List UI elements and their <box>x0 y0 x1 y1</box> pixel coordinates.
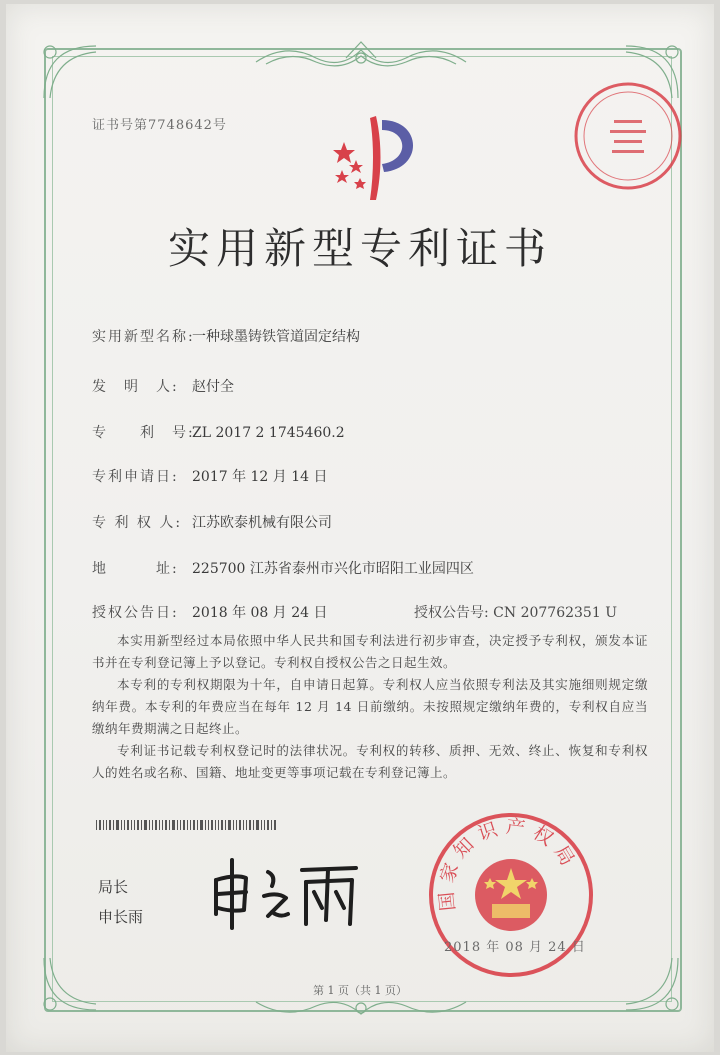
application-date-label: 专利申请日: <box>92 469 179 485</box>
grant-date-value: 2018 年 08 月 24 日 <box>192 605 328 621</box>
paragraph-grant: 本实用新型经过本局依照中华人民共和国专利法进行初步审查，决定授予专利权，颁发本证书并在专利登记簿上予以登记。专利权自授权公告之日起生效。 <box>92 633 648 670</box>
utility-model-name-value: 一种球墨铸铁管道固定结构 <box>192 329 360 345</box>
page-number: 第 1 页（共 1 页） <box>313 984 407 997</box>
grant-number-row <box>414 602 617 622</box>
certificate-title: 实用新型专利证书 <box>167 224 552 273</box>
grant-date-label: 授权公告日: <box>92 605 179 621</box>
inventor-value: 赵付全 <box>192 379 234 395</box>
patent-number-label: 专 利 号: <box>92 425 195 441</box>
paragraph-legal-status: 专利证书记载专利权登记时的法律状况。专利权的转移、质押、无效、终止、恢复和专利权人的姓名或名称、国籍、地址变更等事项记载在专利登记簿上。 <box>92 743 648 780</box>
patent-office-logo <box>324 112 424 204</box>
inventor-label: 发 明 人: <box>92 379 179 395</box>
paragraph-term: 本专利的专利权期限为十年，自申请日起算。专利权人应当依照专利法及其实施细则规定缴纳年费。本专利的年费应当在每年 12 月 14 日前缴纳。未按照规定缴纳年费的，专利权自应当缴纳年费期满之日起终止。 <box>92 677 648 736</box>
patent-holder-row <box>92 512 332 532</box>
certificate-number: 证书号第7748642号 <box>92 118 227 133</box>
grant-number-value: CN 207762351 U <box>493 605 617 621</box>
handwritten-signature <box>202 852 372 932</box>
utility-model-name-row <box>92 326 360 346</box>
seal-date: 2018 年 08 月 24 日 <box>444 940 586 955</box>
inventor-row <box>92 376 234 396</box>
application-date-value: 2017 年 12 月 14 日 <box>192 469 328 485</box>
grant-date-row <box>92 602 328 622</box>
address-label: 地 址: <box>92 561 179 577</box>
patent-holder-value: 江苏欧泰机械有限公司 <box>192 515 332 531</box>
patent-holder-label: 专 利 权 人: <box>92 515 183 531</box>
certificate-paper <box>6 4 714 1052</box>
top-ornament <box>246 38 476 72</box>
application-date-row <box>92 466 328 486</box>
address-value: 225700 江苏省泰州市兴化市昭阳工业园四区 <box>192 561 474 577</box>
bottom-ornament <box>246 994 476 1024</box>
address-row <box>92 558 474 578</box>
grant-number-label: 授权公告号: <box>414 605 489 621</box>
patent-number-row <box>92 422 345 442</box>
seal-ring-text: 国家知识产权局 <box>435 815 582 912</box>
utility-model-name-label: 实用新型名称: <box>92 329 195 345</box>
registration-stamp <box>572 80 684 192</box>
barcode <box>96 820 276 830</box>
patent-number-value: ZL 2017 2 1745460.2 <box>192 425 345 441</box>
signatory-name: 申长雨 <box>98 908 144 926</box>
signatory-title: 局长 <box>98 878 129 896</box>
corner-ornament-tl <box>36 38 106 108</box>
